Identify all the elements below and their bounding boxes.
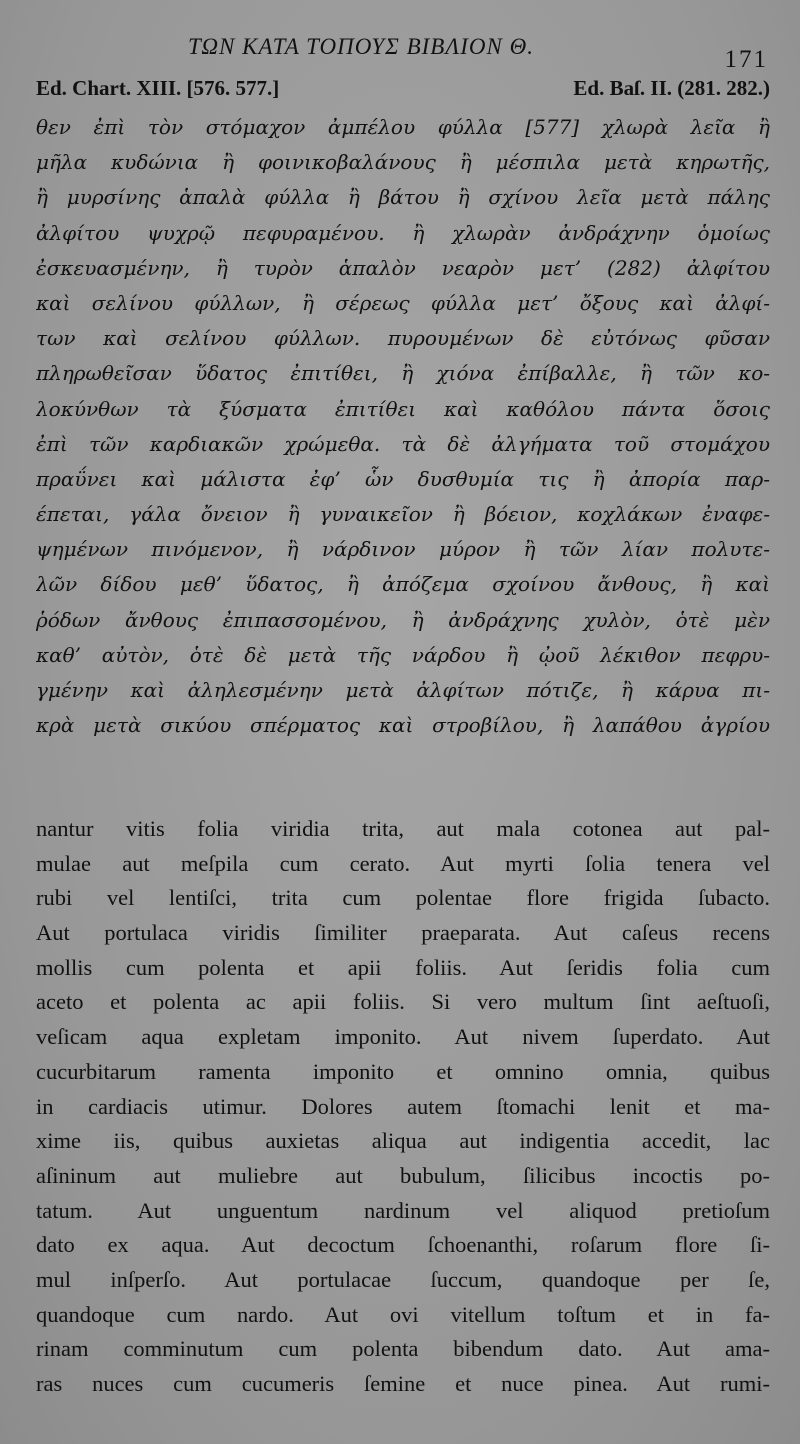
latin-text-line: veſicam aqua expletam imponito. Aut nivem ſuperdato. Aut bbox=[36, 1024, 770, 1050]
latin-text-line: aceto et polenta ac apii foliis. Si vero multum ſint aeſtuoſi, bbox=[36, 989, 770, 1015]
greek-text-line: των καὶ σελίνου φύλλων. πυρουμένων δὲ εὐτόνως φῦσαν bbox=[36, 326, 770, 351]
greek-text-line: ἢ μυρσίνης ἁπαλὰ φύλλα ἢ βάτου ἢ σχίνου λεῖα μετὰ πάλης bbox=[36, 185, 770, 210]
page-number: 171 bbox=[724, 46, 768, 73]
latin-text-line: tatum. Aut unguentum nardinum vel aliquod pretioſum bbox=[36, 1197, 770, 1223]
greek-text-line: κρὰ μετὰ σικύου σπέρματος καὶ στροβίλου, ἢ λαπάθου ἀγρίου bbox=[36, 713, 770, 738]
latin-text-line: cucurbitarum ramenta imponito et omnino omnia, quibus bbox=[36, 1058, 770, 1084]
greek-text-line: λῶν δίδου μεθ’ ὕδατος, ἢ ἀπόζεμα σχοίνου ἄνθους, ἢ καὶ bbox=[36, 572, 770, 597]
greek-text-line: καθ’ αὐτὸν, ὁτὲ δὲ μετὰ τῆς νάρδου ἢ ᾠοῦ λέκιθον πεφρυ- bbox=[36, 642, 770, 667]
greek-text-line: ἐπὶ τῶν καρδιακῶν χρώμεθα. τὰ δὲ ἀλγήματα τοῦ στομάχου bbox=[36, 431, 770, 456]
greek-text-line: γμένην καὶ ἀληλεσμένην μετὰ ἀλφίτων πότιζε, ἢ κάρυα πι- bbox=[36, 678, 770, 702]
latin-text-line: dato ex aqua. Aut decoctum ſchoenanthi, roſarum flore ſi- bbox=[36, 1232, 770, 1258]
latin-text-block bbox=[36, 812, 770, 1402]
latin-text-line: mul inſperſo. Aut portulacae ſuccum, quandoque per ſe, bbox=[36, 1266, 770, 1292]
latin-text-line: rinam comminutum cum polenta bibendum dato. Aut ama- bbox=[36, 1336, 770, 1362]
edition-chart-reference: Ed. Chart. XIII. [576. 577.] bbox=[36, 76, 280, 100]
greek-text-line: πληρωθεῖσαν ὕδατος ἐπιτίθει, ἢ χιόνα ἐπίβαλλε, ἢ τῶν κο- bbox=[36, 361, 770, 386]
latin-text-line: mollis cum polenta et apii foliis. Aut ſeridis folia cum bbox=[36, 954, 770, 980]
latin-text-line: quandoque cum nardo. Aut ovi vitellum toſtum et in fa- bbox=[36, 1301, 770, 1327]
latin-text-line: nantur vitis folia viridia trita, aut mala cotonea aut pal- bbox=[36, 816, 770, 841]
running-title: ΤΩΝ ΚΑΤΑ ΤΟΠΟΥΣ ΒΙΒΛΙΟΝ Θ. bbox=[188, 34, 534, 59]
latin-text-line: Aut portulaca viridis ſimiliter praeparata. Aut caſeus recens bbox=[36, 920, 770, 946]
edition-basel-reference: Ed. Baſ. II. (281. 282.) bbox=[573, 76, 770, 100]
greek-text-line: θεν ἐπὶ τὸν στόμαχον ἀμπέλου φύλλα [577] χλωρὰ λεῖα ἢ bbox=[36, 115, 770, 139]
greek-text-line: ῥόδων ἄνθους ἐπιπασσομένου, ἢ ἀνδράχνης χυλὸν, ὁτὲ μὲν bbox=[36, 607, 770, 632]
greek-text-line: ἀλφίτου ψυχρῷ πεφυραμένου. ἢ χλωρὰν ἀνδράχνην ὁμοίως bbox=[36, 220, 770, 245]
greek-text-line: λοκύνθων τὰ ξύσματα ἐπιτίθει καὶ καθόλου πάντα ὅσοις bbox=[36, 396, 770, 421]
running-head bbox=[0, 34, 800, 73]
latin-text-line: xime iis, quibus auxietas aliqua aut indigentia accedit, lac bbox=[36, 1128, 770, 1154]
latin-text-line: ras nuces cum cucumeris ſemine et nuce pinea. Aut rumi- bbox=[36, 1371, 770, 1396]
greek-text-line: πραΰνει καὶ μάλιστα ἐφ’ ὧν δυσθυμία τις ἢ ἀπορία παρ- bbox=[36, 466, 770, 491]
latin-text-line: mulae aut meſpila cum cerato. Aut myrti ſolia tenera vel bbox=[36, 850, 770, 876]
greek-text-line: ψημένων πινόμενον, ἢ νάρδινον μύρον ἢ τῶν λίαν πολυτε- bbox=[36, 537, 770, 562]
latin-text-line: rubi vel lentiſci, trita cum polentae flore frigida ſubacto. bbox=[36, 885, 770, 911]
edition-reference-line bbox=[36, 76, 770, 106]
greek-text-line: ἐσκευασμένην, ἢ τυρὸν ἁπαλὸν νεαρὸν μετ’ (282) ἀλφίτου bbox=[36, 255, 770, 280]
greek-text-line: καὶ σελίνου φύλλων, ἢ σέρεως φύλλα μετ’ ὄξους καὶ ἀλφί- bbox=[36, 290, 770, 315]
greek-text-line: μῆλα κυδώνια ἢ φοινικοβαλάνους ἢ μέσπιλα μετὰ κηρωτῆς, bbox=[36, 150, 770, 175]
latin-text-line: in cardiacis utimur. Dolores autem ſtomachi lenit et ma- bbox=[36, 1093, 770, 1119]
greek-text-line: έπεται, γάλα ὄνειον ἢ γυναικεῖον ἢ βόειον, κοχλάκων ἐναφε- bbox=[36, 502, 770, 527]
latin-text-line: aſininum aut muliebre aut bubulum, ſilicibus incoctis po- bbox=[36, 1162, 770, 1188]
greek-text-block bbox=[36, 110, 770, 743]
